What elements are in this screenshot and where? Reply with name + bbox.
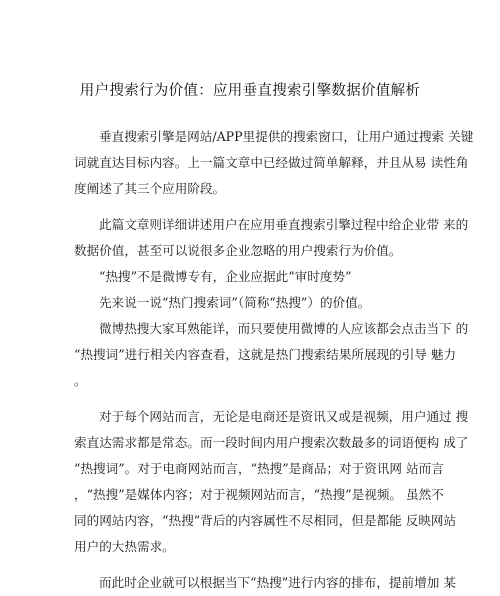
- paragraph-line: 微博热搜大家耳熟能详，而只要使用微博的人应该都会点击当下 的: [99, 321, 469, 336]
- paragraph-line: 。: [74, 373, 87, 388]
- paragraph-line: 用户的大热需求。: [74, 539, 175, 554]
- document-body: [74, 124, 474, 596]
- paragraph-line: 垂直搜索引擎是网站/APP里提供的搜索窗口，让用户通过搜索 关键: [99, 129, 474, 144]
- paragraph-line: 索直达需求都是常态。而一段时间内用户搜索次数最多的词语便构 成了: [74, 435, 469, 450]
- paragraph-line: “热搜词”进行相关内容查看，这就是热门搜索结果所展现的引导 魅力: [74, 347, 457, 362]
- paragraph-line: 先来说一说“热门搜索词”（简称“热搜”）的价值。: [99, 295, 371, 310]
- paragraph-line: 此篇文章则详细讲述用户在应用垂直搜索引擎过程中给企业带 来的: [99, 217, 469, 232]
- paragraph-line: 词就直达目标内容。上一篇文章中已经做过简单解释，并且从易 读性角: [74, 155, 469, 170]
- paragraph-line: 而此时企业就可以根据当下“热搜”进行内容的排布，提前增加 某: [99, 575, 456, 590]
- paragraph-line: “热搜词”。对于电商网站而言，“热搜”是商品；对于资讯网 站而言: [74, 461, 444, 476]
- paragraph-line: 同的网站内容，“热搜”背后的内容属性不尽相同，但是都能 反映网站: [74, 513, 457, 528]
- paragraph-line: 度阐述了其三个应用阶段。: [74, 181, 226, 196]
- document-title: 用户搜索行为价值：应用垂直搜索引擎数据价值解析: [79, 83, 421, 99]
- paragraph-line: ，“热搜”是媒体内容；对于视频网站而言，“热搜”是视频。 虽然不: [74, 487, 444, 502]
- paragraph-line: 数据价值，甚至可以说很多企业忽略的用户搜索行为价值。: [74, 243, 402, 258]
- section-heading: “热搜”不是微博专有，企业应据此“审时度势”: [99, 269, 352, 284]
- paragraph-line: 对于每个网站而言，无论是电商还是资讯又或是视频，用户通过 搜: [99, 409, 469, 424]
